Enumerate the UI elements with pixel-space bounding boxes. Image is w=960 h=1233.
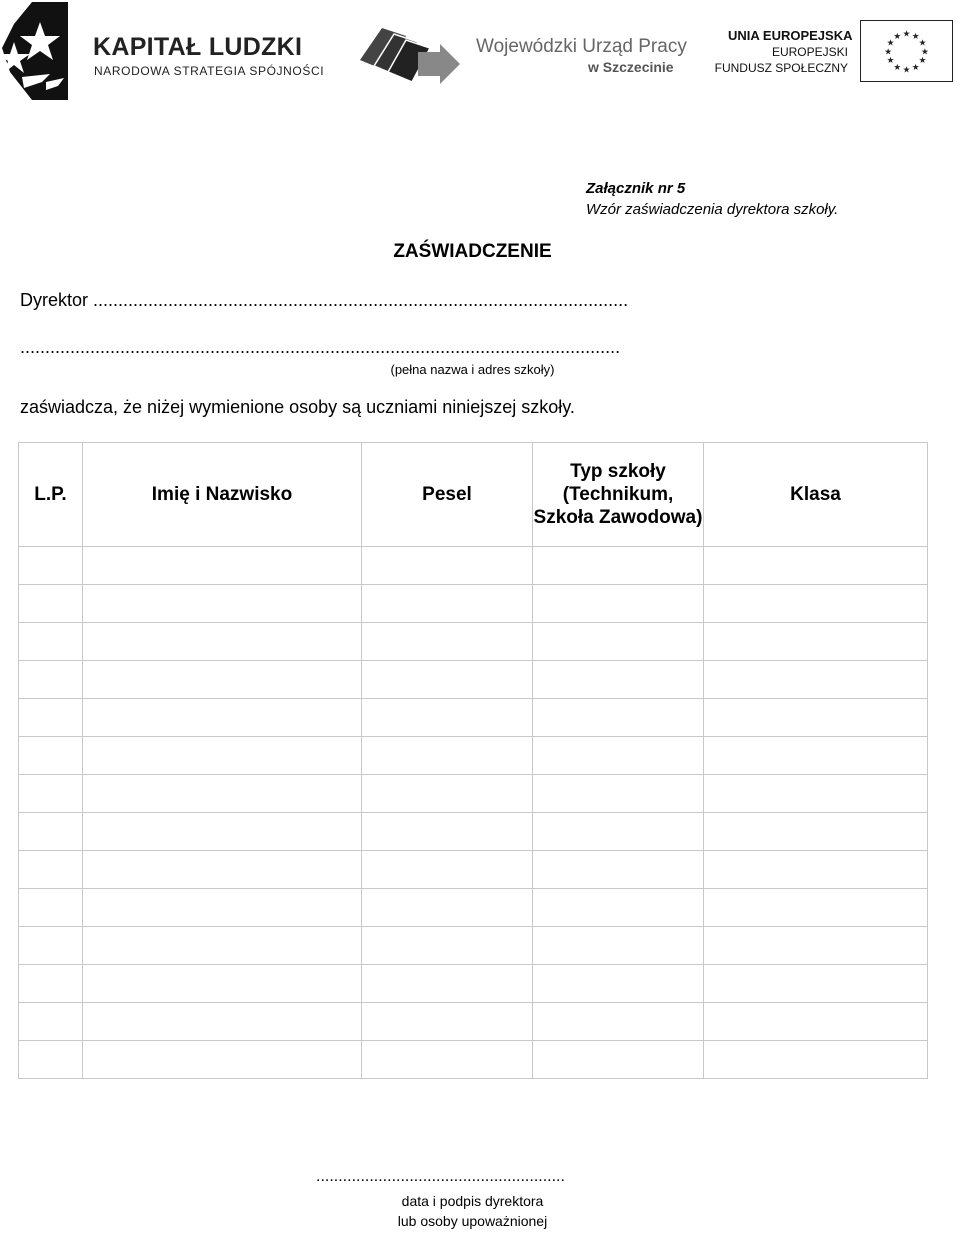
annex-number: Załącznik nr 5	[586, 180, 686, 197]
table-row	[19, 927, 928, 965]
table-cell[interactable]	[19, 585, 83, 623]
table-cell[interactable]	[704, 927, 928, 965]
table-cell[interactable]	[83, 1041, 362, 1079]
eu-union-label: UNIA EUROPEJSKA	[728, 28, 853, 43]
table-cell[interactable]	[704, 889, 928, 927]
table-cell[interactable]	[19, 965, 83, 1003]
table-cell[interactable]	[533, 965, 704, 1003]
table-cell[interactable]	[533, 851, 704, 889]
table-cell[interactable]	[362, 547, 533, 585]
table-row	[19, 547, 928, 585]
table-cell[interactable]	[362, 965, 533, 1003]
table-cell[interactable]	[19, 547, 83, 585]
table-cell[interactable]	[362, 889, 533, 927]
table-cell[interactable]	[533, 1003, 704, 1041]
table-cell[interactable]	[83, 927, 362, 965]
table-cell[interactable]	[704, 1003, 928, 1041]
table-row	[19, 1041, 928, 1079]
table-row	[19, 813, 928, 851]
table-body	[19, 547, 928, 1079]
table-cell[interactable]	[19, 623, 83, 661]
table-cell[interactable]	[362, 1003, 533, 1041]
students-table	[18, 442, 928, 1079]
table-cell[interactable]	[362, 661, 533, 699]
table-cell[interactable]	[704, 775, 928, 813]
annex-description: Wzór zaświadczenia dyrektora szkoły.	[586, 201, 839, 218]
table-cell[interactable]	[19, 927, 83, 965]
table-row	[19, 775, 928, 813]
table-cell[interactable]	[83, 889, 362, 927]
wup-title: Wojewódzki Urząd Pracy	[476, 36, 687, 57]
table-cell[interactable]	[362, 737, 533, 775]
director-line: Dyrektor ...........................................................................................................	[20, 290, 629, 310]
svg-text:★: ★	[918, 56, 927, 67]
table-cell[interactable]	[83, 623, 362, 661]
table-cell[interactable]	[704, 737, 928, 775]
table-cell[interactable]	[533, 889, 704, 927]
table-cell[interactable]	[83, 547, 362, 585]
table-cell[interactable]	[533, 661, 704, 699]
table-cell[interactable]	[533, 623, 704, 661]
table-cell[interactable]	[704, 965, 928, 1003]
table-row	[19, 965, 928, 1003]
signature-caption-1: data i podpis dyrektora	[401, 1193, 544, 1209]
table-row	[19, 585, 928, 623]
table-cell[interactable]	[19, 851, 83, 889]
kapital-ludzki-title: KAPITAŁ LUDZKI	[93, 33, 303, 61]
table-cell[interactable]	[19, 775, 83, 813]
table-row	[19, 737, 928, 775]
svg-text:★: ★	[911, 31, 920, 42]
svg-text:★: ★	[893, 62, 902, 73]
table-row	[19, 1003, 928, 1041]
table-cell[interactable]	[83, 813, 362, 851]
table-cell[interactable]	[362, 813, 533, 851]
svg-text:★: ★	[886, 56, 895, 67]
table-cell[interactable]	[83, 775, 362, 813]
table-cell[interactable]	[19, 813, 83, 851]
col-header-pesel: Pesel	[362, 443, 533, 547]
school-name-caption: (pełna nazwa i adres szkoły)	[390, 362, 555, 377]
statement-text: zaświadcza, że niżej wymienione osoby są uczniami niniejszej szkoły.	[20, 397, 575, 417]
table-cell[interactable]	[362, 623, 533, 661]
table-cell[interactable]	[533, 775, 704, 813]
table-cell[interactable]	[704, 623, 928, 661]
kapital-ludzki-subtitle: NARODOWA STRATEGIA SPÓJNOŚCI	[94, 64, 325, 78]
table-cell[interactable]	[533, 585, 704, 623]
table-cell[interactable]	[704, 1041, 928, 1079]
svg-text:★: ★	[884, 47, 893, 58]
col-header-school-type: Typ szkoły (Technikum, Szkoła Zawodowa)	[533, 443, 704, 547]
svg-text:★: ★	[920, 47, 929, 58]
table-cell[interactable]	[83, 965, 362, 1003]
table-cell[interactable]	[362, 927, 533, 965]
table-cell[interactable]	[83, 661, 362, 699]
eu-fund-label-1: EUROPEJSKI	[771, 45, 848, 59]
table-cell[interactable]	[362, 851, 533, 889]
table-cell[interactable]	[362, 699, 533, 737]
eu-fund-label-2: FUNDUSZ SPOŁECZNY	[714, 61, 848, 75]
table-cell[interactable]	[362, 1041, 533, 1079]
table-cell[interactable]	[83, 1003, 362, 1041]
school-name-line: ........................................................................................................................	[20, 337, 621, 357]
svg-text:★: ★	[902, 65, 911, 76]
table-cell[interactable]	[533, 699, 704, 737]
table-cell[interactable]	[533, 737, 704, 775]
svg-text:★: ★	[893, 31, 902, 42]
table-cell[interactable]	[362, 775, 533, 813]
table-cell[interactable]	[83, 851, 362, 889]
table-cell[interactable]	[19, 1003, 83, 1041]
table-cell[interactable]	[19, 699, 83, 737]
col-header-name: Imię i Nazwisko	[83, 443, 362, 547]
table-cell[interactable]	[704, 699, 928, 737]
table-cell[interactable]	[19, 1041, 83, 1079]
svg-text:★: ★	[911, 62, 920, 73]
signature-line: ........................................................	[316, 1168, 565, 1185]
table-cell[interactable]	[83, 585, 362, 623]
svg-text:★: ★	[918, 38, 927, 49]
table-cell[interactable]	[704, 851, 928, 889]
table-cell[interactable]	[533, 1041, 704, 1079]
document-title: ZAŚWIADCZENIE	[393, 241, 552, 262]
table-cell[interactable]	[83, 699, 362, 737]
col-header-class: Klasa	[704, 443, 928, 547]
table-cell[interactable]	[533, 813, 704, 851]
eu-flag-icon	[860, 20, 953, 82]
signature-caption-2: lub osoby upoważnionej	[397, 1213, 548, 1229]
wup-city: w Szczecinie	[588, 59, 674, 75]
table-row	[19, 851, 928, 889]
table-cell[interactable]	[83, 737, 362, 775]
svg-text:★: ★	[886, 38, 895, 49]
table-row	[19, 699, 928, 737]
table-cell[interactable]	[19, 889, 83, 927]
table-cell[interactable]	[704, 813, 928, 851]
table-cell[interactable]	[704, 585, 928, 623]
table-cell[interactable]	[533, 927, 704, 965]
table-row	[19, 661, 928, 699]
table-cell[interactable]	[19, 737, 83, 775]
col-header-lp: L.P.	[19, 443, 83, 547]
table-cell[interactable]	[704, 547, 928, 585]
table-cell[interactable]	[533, 547, 704, 585]
table-cell[interactable]	[704, 661, 928, 699]
table-header-row	[19, 443, 928, 547]
table-cell[interactable]	[19, 661, 83, 699]
table-cell[interactable]	[362, 585, 533, 623]
table-row	[19, 889, 928, 927]
wup-logo	[356, 22, 464, 88]
table-row	[19, 623, 928, 661]
svg-text:★: ★	[902, 29, 911, 40]
